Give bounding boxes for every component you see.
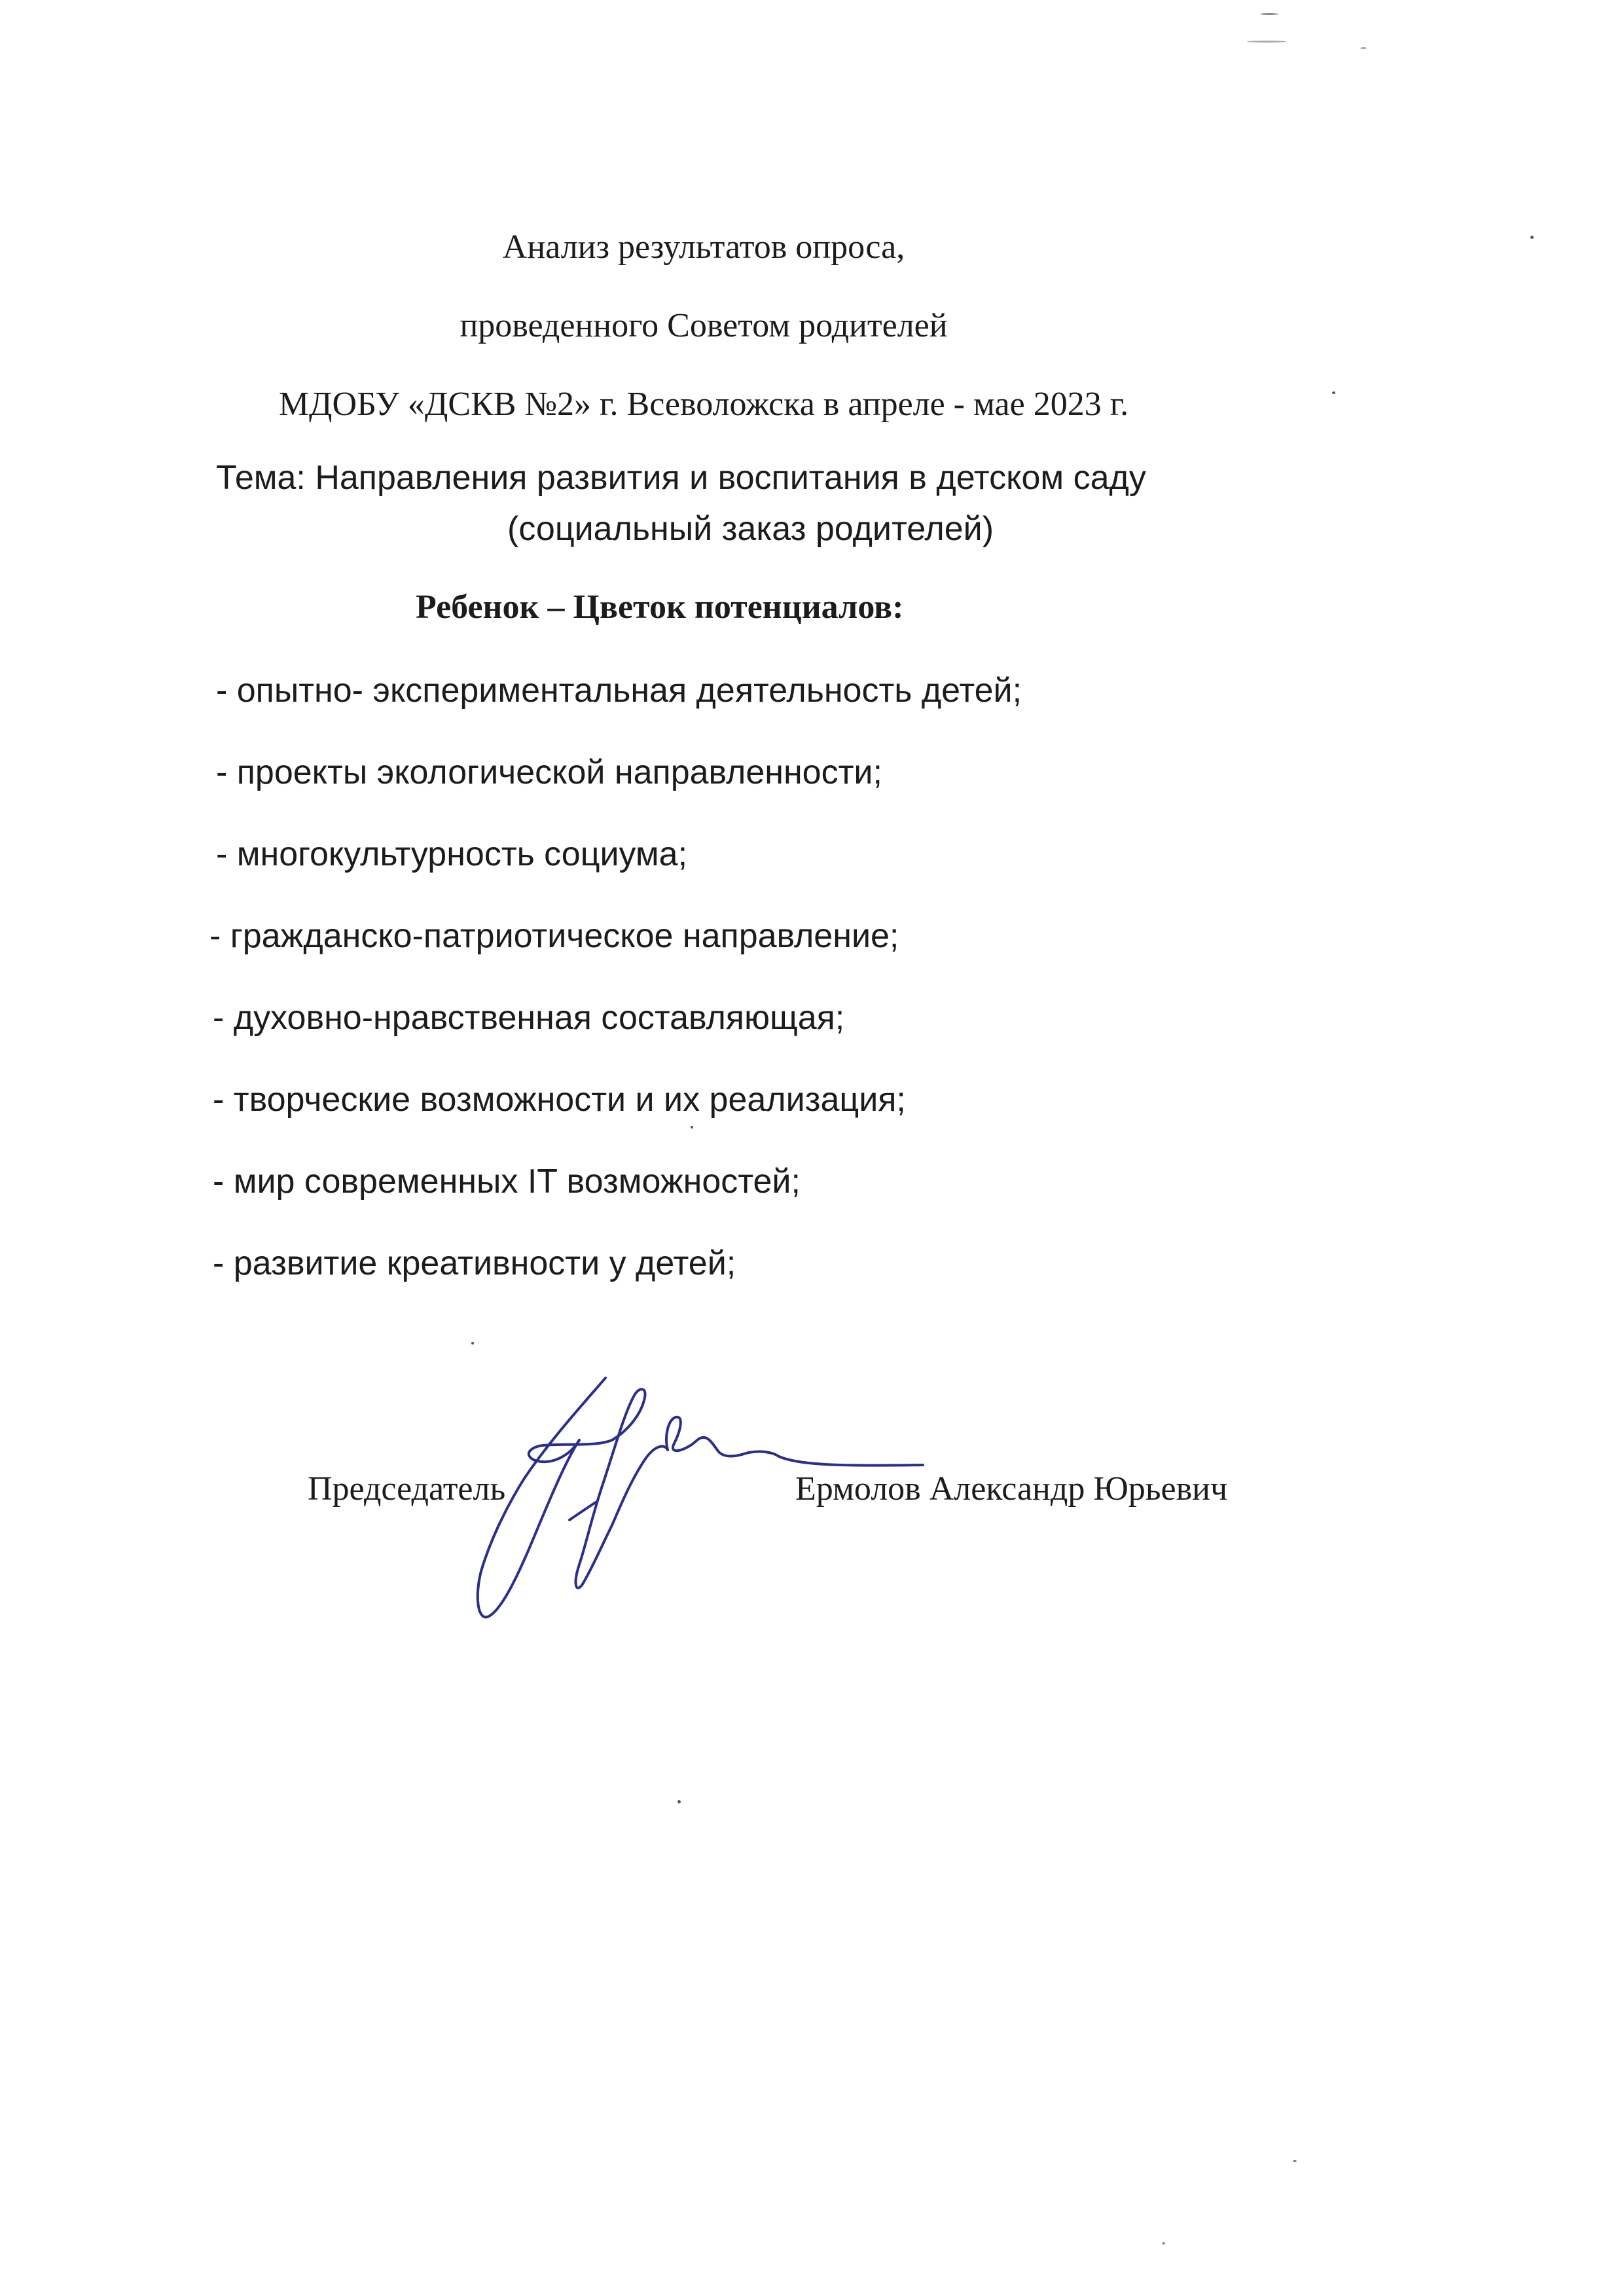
topic-line-1: Тема: Направления развития и воспитания в детском саду: [216, 459, 1146, 497]
scan-speck: [691, 1126, 693, 1129]
scan-speck: [1530, 236, 1534, 239]
section-heading: Ребенок – Цветок потенциалов:: [416, 588, 904, 626]
title-line-2: проведенного Советом родителей: [460, 307, 948, 344]
scan-artifact: [1360, 47, 1367, 49]
scan-speck: [1332, 391, 1335, 394]
list-item: - развитие креативности у детей;: [213, 1244, 736, 1282]
list-item: - опытно- экспериментальная деятельность детей;: [216, 672, 1022, 710]
scan-speck: [677, 1800, 681, 1803]
scan-speck: [1162, 2242, 1165, 2245]
signatory-role: Председатель: [308, 1470, 506, 1508]
scan-speck: [471, 1342, 474, 1345]
title-line-3: МДОБУ «ДСКВ №2» г. Всеволожска в апреле - мае 2023 г.: [278, 386, 1129, 423]
scan-speck: [1293, 2160, 1297, 2162]
list-item: - многокультурность социума;: [216, 835, 688, 873]
list-item: - гражданско-патриотическое направление;: [209, 917, 899, 955]
signature-strokes: [478, 1378, 923, 1617]
title-line-1: Анализ результатов опроса,: [502, 228, 905, 266]
topic-line-2: (социальный заказ родителей): [507, 510, 994, 548]
list-item: - творческие возможности и их реализация;: [213, 1081, 906, 1119]
signatory-name: Ермолов Александр Юрьевич: [795, 1470, 1228, 1508]
list-item: - проекты экологической направленности;: [216, 753, 882, 791]
scan-artifact: [1260, 13, 1278, 15]
scan-artifact: [1247, 41, 1286, 43]
list-item: - мир современных IT возможностей;: [213, 1163, 801, 1201]
list-item: - духовно-нравственная составляющая;: [213, 999, 845, 1037]
handwritten-signature: [471, 1368, 929, 1669]
